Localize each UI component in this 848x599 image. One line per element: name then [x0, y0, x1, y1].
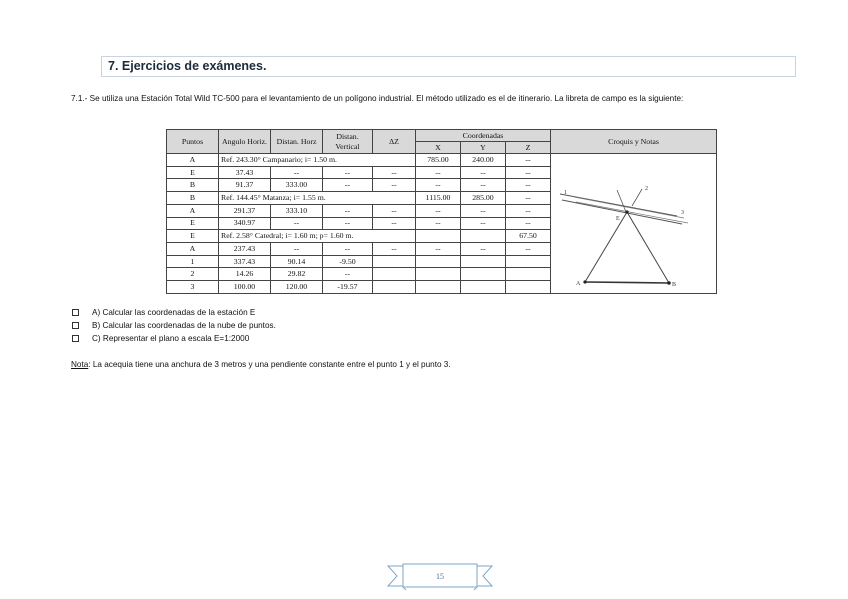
cell-x: [416, 268, 461, 281]
cell-z: --: [506, 179, 551, 192]
cell-z: [506, 268, 551, 281]
cell-y: --: [461, 243, 506, 256]
cell-x: [416, 255, 461, 268]
cell-distan-v: --: [323, 166, 373, 179]
cell-y: [461, 268, 506, 281]
cell-reference: Ref. 144.45° Matanza; i= 1.55 m.: [219, 192, 416, 205]
page-number: 15: [436, 572, 444, 581]
cell-dz: --: [373, 166, 416, 179]
cell-punto: A: [167, 154, 219, 167]
cell-x: [416, 281, 461, 294]
task-text: C) Representar el plano a escala E=1:2000: [92, 334, 250, 343]
checkbox-square-icon: [72, 335, 79, 342]
header-y: Y: [461, 142, 506, 154]
station-e-point: [625, 210, 628, 213]
cell-y: 285.00: [461, 192, 506, 205]
cell-dz: --: [373, 217, 416, 230]
cell-distan-v: --: [323, 268, 373, 281]
sketch-diagram: [552, 154, 715, 290]
checkbox-square-icon: [72, 322, 79, 329]
cell-z: --: [506, 154, 551, 167]
triangle-base-ab: [585, 282, 669, 283]
cell-punto: 2: [167, 268, 219, 281]
list-item: [71, 319, 276, 332]
cell-x: 1115.00: [416, 192, 461, 205]
cell-angulo: 337.43: [219, 255, 271, 268]
list-item: [71, 306, 276, 319]
cell-distan-h: 333.10: [271, 204, 323, 217]
sketch-label-1: 1: [564, 190, 568, 196]
cell-x: 785.00: [416, 154, 461, 167]
sight-line: [632, 189, 642, 206]
cell-distan-v: --: [323, 243, 373, 256]
sketch-label-3: 3: [681, 210, 685, 216]
cell-angulo: 237.43: [219, 243, 271, 256]
canal-edge-line: [560, 194, 677, 216]
sketch-label-a: A: [576, 281, 581, 287]
cell-dz: --: [373, 179, 416, 192]
checkbox-square-icon: [72, 309, 79, 316]
cell-dz: --: [373, 204, 416, 217]
cell-y: --: [461, 166, 506, 179]
header-x: X: [416, 142, 461, 154]
cell-x: --: [416, 204, 461, 217]
cell-angulo: 37.43: [219, 166, 271, 179]
cell-punto: E: [167, 217, 219, 230]
cell-reference: Ref. 243.30° Campanario; i= 1.50 m.: [219, 154, 416, 167]
cell-dz: [373, 281, 416, 294]
cell-distan-v: --: [323, 217, 373, 230]
cell-distan-v: -9.50: [323, 255, 373, 268]
point-b-mark: [667, 281, 671, 285]
cell-y: [461, 255, 506, 268]
task-text: B) Calcular las coordenadas de la nube de puntos.: [92, 321, 276, 330]
cell-distan-h: --: [271, 243, 323, 256]
cell-distan-h: 120.00: [271, 281, 323, 294]
cell-y: --: [461, 204, 506, 217]
cell-dz: [373, 268, 416, 281]
task-text: A) Calcular las coordenadas de la estación E: [92, 308, 256, 317]
note-label: Nota: [71, 360, 89, 369]
page-footer: [386, 563, 494, 591]
cell-x: --: [416, 179, 461, 192]
cell-y: [461, 230, 506, 243]
header-croquis: Croquis y Notas: [551, 130, 717, 154]
cell-distan-v: --: [323, 204, 373, 217]
cell-y: --: [461, 217, 506, 230]
cell-distan-h: --: [271, 217, 323, 230]
triangle-side-ae: [585, 212, 627, 282]
cell-angulo: 91.37: [219, 179, 271, 192]
header-delta-z: ΔZ: [373, 130, 416, 154]
exercise-intro: 7.1.- Se utiliza una Estación Total Wild TC-500 para el levantamiento de un polígono industrial. El método utilizado es el de itinerario. La libreta de campo es la siguiente:: [71, 94, 684, 103]
table-row: [167, 154, 717, 167]
cell-punto: B: [167, 179, 219, 192]
cell-punto: E: [167, 230, 219, 243]
cell-y: [461, 281, 506, 294]
note: [71, 360, 451, 369]
header-angulo: Angulo Horiz.: [219, 130, 271, 154]
header-coordenadas: Coordenadas: [416, 130, 551, 142]
cell-y: --: [461, 179, 506, 192]
cell-x: --: [416, 166, 461, 179]
cell-z: --: [506, 166, 551, 179]
section-heading-box: [101, 56, 796, 77]
header-puntos: Puntos: [167, 130, 219, 154]
cell-punto: B: [167, 192, 219, 205]
field-book-table: [166, 129, 717, 294]
header-distan-vertical: Distan. Vertical: [323, 130, 373, 154]
cell-z: [506, 255, 551, 268]
cell-distan-v: --: [323, 179, 373, 192]
cell-angulo: 14.26: [219, 268, 271, 281]
cell-z: --: [506, 217, 551, 230]
cell-reference: Ref. 2.58° Catedral; i= 1.60 m; p= 1.60 m.: [219, 230, 416, 243]
cell-distan-h: 90.14: [271, 255, 323, 268]
sketch-label-b: B: [672, 282, 677, 288]
cell-dz: --: [373, 243, 416, 256]
cell-dz: [373, 255, 416, 268]
cell-x: --: [416, 243, 461, 256]
sketch-label-e: E: [616, 216, 620, 222]
sketch-cell: [551, 154, 717, 294]
sketch-label-2: 2: [645, 186, 649, 192]
section-heading: 7. Ejercicios de exámenes.: [108, 59, 267, 73]
point-a-mark: [583, 280, 586, 283]
cell-angulo: 340.97: [219, 217, 271, 230]
sight-line: [617, 190, 626, 212]
cell-z: --: [506, 192, 551, 205]
cell-z: [506, 281, 551, 294]
triangle-side-eb: [627, 212, 669, 283]
cell-distan-h: 29.82: [271, 268, 323, 281]
header-z: Z: [506, 142, 551, 154]
cell-z: --: [506, 204, 551, 217]
note-text: : La acequia tiene una anchura de 3 metros y una pendiente constante entre el punto 1 y el punto 3.: [88, 360, 451, 369]
cell-distan-v: -19.57: [323, 281, 373, 294]
cell-punto: A: [167, 204, 219, 217]
list-item: [71, 332, 276, 345]
cell-punto: A: [167, 243, 219, 256]
header-distan-horz: Distan. Horz: [271, 130, 323, 154]
cell-punto: E: [167, 166, 219, 179]
cell-z: 67.50: [506, 230, 551, 243]
task-list: [71, 306, 276, 345]
cell-y: 240.00: [461, 154, 506, 167]
cell-punto: 3: [167, 281, 219, 294]
cell-angulo: 100.00: [219, 281, 271, 294]
cell-x: [416, 230, 461, 243]
cell-angulo: 291.37: [219, 204, 271, 217]
cell-x: --: [416, 217, 461, 230]
cell-punto: 1: [167, 255, 219, 268]
cell-z: --: [506, 243, 551, 256]
cell-distan-h: 333.00: [271, 179, 323, 192]
cell-distan-h: --: [271, 166, 323, 179]
